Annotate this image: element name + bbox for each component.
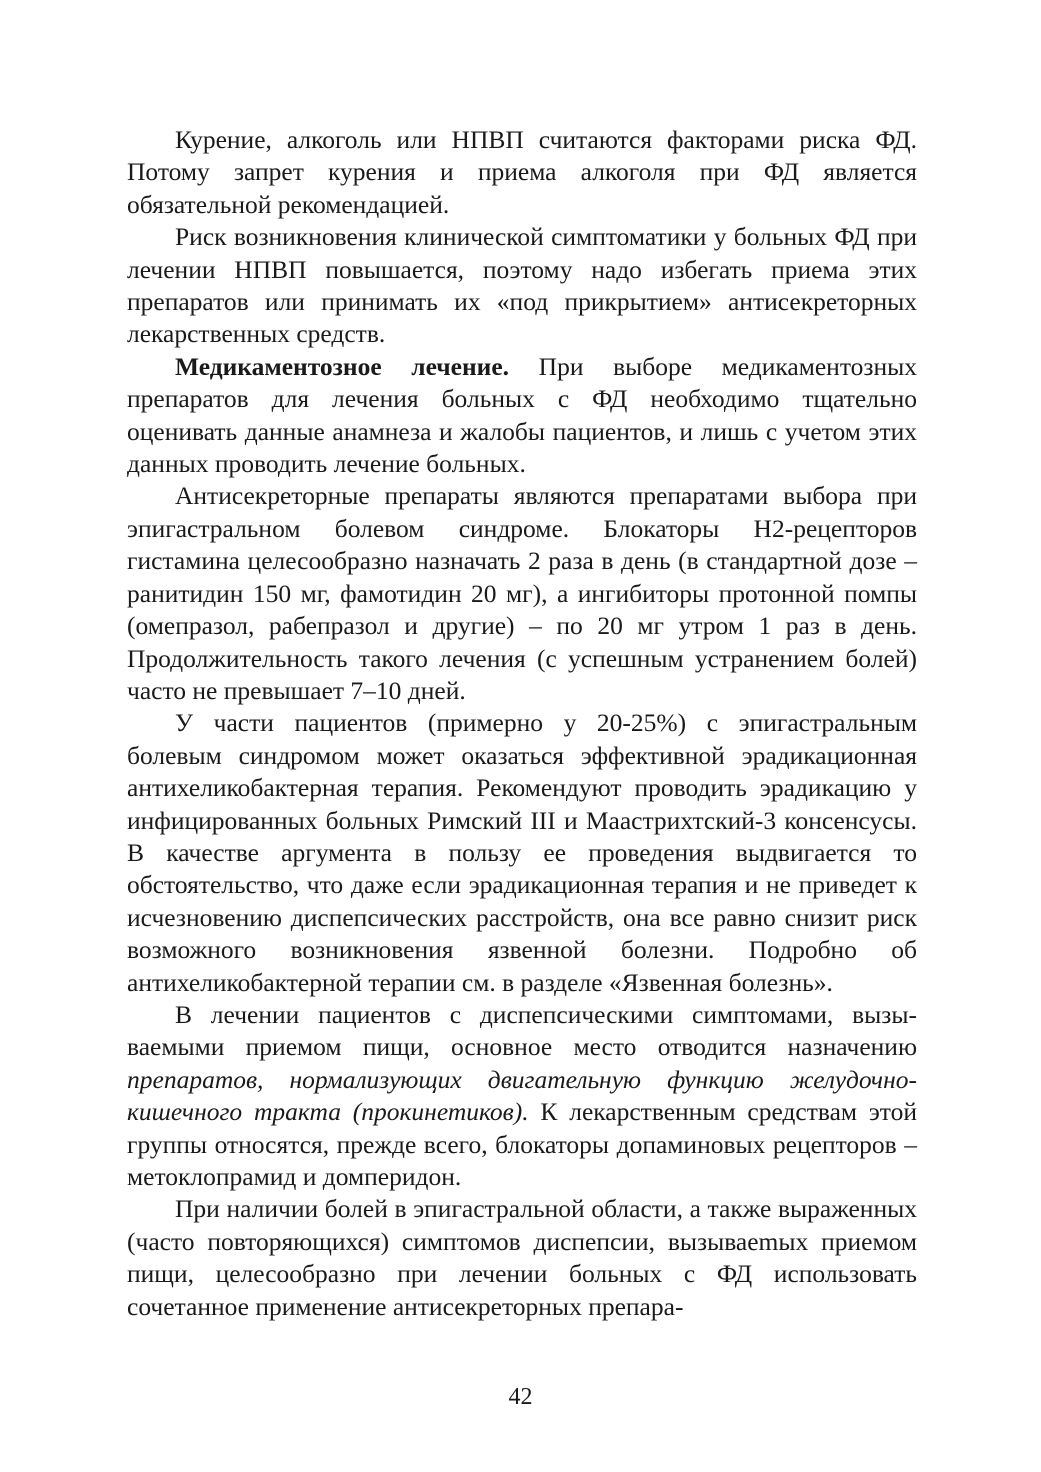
paragraph-prokinetics (127, 999, 917, 1193)
paragraph-prokinetics-intro: В лечении пациентов с диспепсическими симптомами, вызываемыми приемом пищи, основное место отводится назначению (127, 999, 917, 1062)
page-number: 42 (508, 1384, 533, 1410)
paragraph-nsaid-risk: Риск возникновения клинической симптоматики у больных ФД при лечении НПВП повышается, поэтому надо избегать приема этих препаратов или принимать их «под прикрытием» антисекреторных лекарственных средств. (127, 222, 917, 349)
paragraph-drug-treatment (127, 351, 917, 481)
section-heading-drug-treatment: Медикаментозное лечение. (175, 351, 510, 381)
prokinetics-emphasis: препаратов, нормализующих двигательную функцию желудочно-кишечного тракта (прокинетиков). (127, 1064, 917, 1127)
paragraph-prokinetics-text: К лекарственным средствам этой группы относятся, прежде всего, блокаторы допаминовых рецепторов – метоклопрамид и домперидон. (127, 1097, 917, 1191)
body-text (127, 124, 917, 1323)
paragraph-antisecretory: Антисекреторные препараты являются препаратами выбора при эпигастральном болевом синдроме. Блокаторы H2-рецепторов гистамина целесообразно назначать 2 раза в день (в стандартной дозе – ранитидин 150 мг, фамотидин 20 мг), а ингибиторы протонной помпы (омепразол, рабепразол и другие) – по 20 мг утром 1 раз в день. Продолжительность такого лечения (с успешным устранением болей) часто не превышает 7–10 дней. (127, 481, 917, 705)
paragraph-combined-therapy: При наличии болей в эпигастральной области, а также выраженных (часто повторяющихся) симптомов диспепсии, вызываеmых приемом пищи, целесообразно при лечении больных с ФД использовать сочетанное применение антисекреторных препара- (127, 1194, 917, 1321)
paragraph-risk-factors: Курение, алкоголь или НПВП считаются факторами риска ФД. Потому запрет курения и приема алкоголя при ФД является обязательной рекомендацией. (127, 125, 917, 219)
paragraph-eradication: У части пациентов (примерно у 20-25%) с эпигастральным болевым синдромом может оказаться эффективной эрадикационная антихеликобактерная терапия. Рекомендуют проводить эрадикацию у инфицированных больных Римский III и Маастрихтский-3 консенсусы. В качестве аргумента в пользу ее проведения выдвигается то обстоятельство, что даже если эрадикационная терапия и не приведет к исчезновению диспепсических расстройств, она все равно снизит риск возможного возникновения язвенной болезни. Подробно об антихеликобактерной терапии см. в разделе «Язвенная болезнь». (127, 708, 917, 997)
paragraph-drug-treatment-text: При выборе медикаментозных препаратов для лечения больных с ФД необходимо тщательно оценивать данные анамнеза и жалобы пациентов, и лишь с учетом этих данных проводить лечение больных. (127, 351, 917, 479)
